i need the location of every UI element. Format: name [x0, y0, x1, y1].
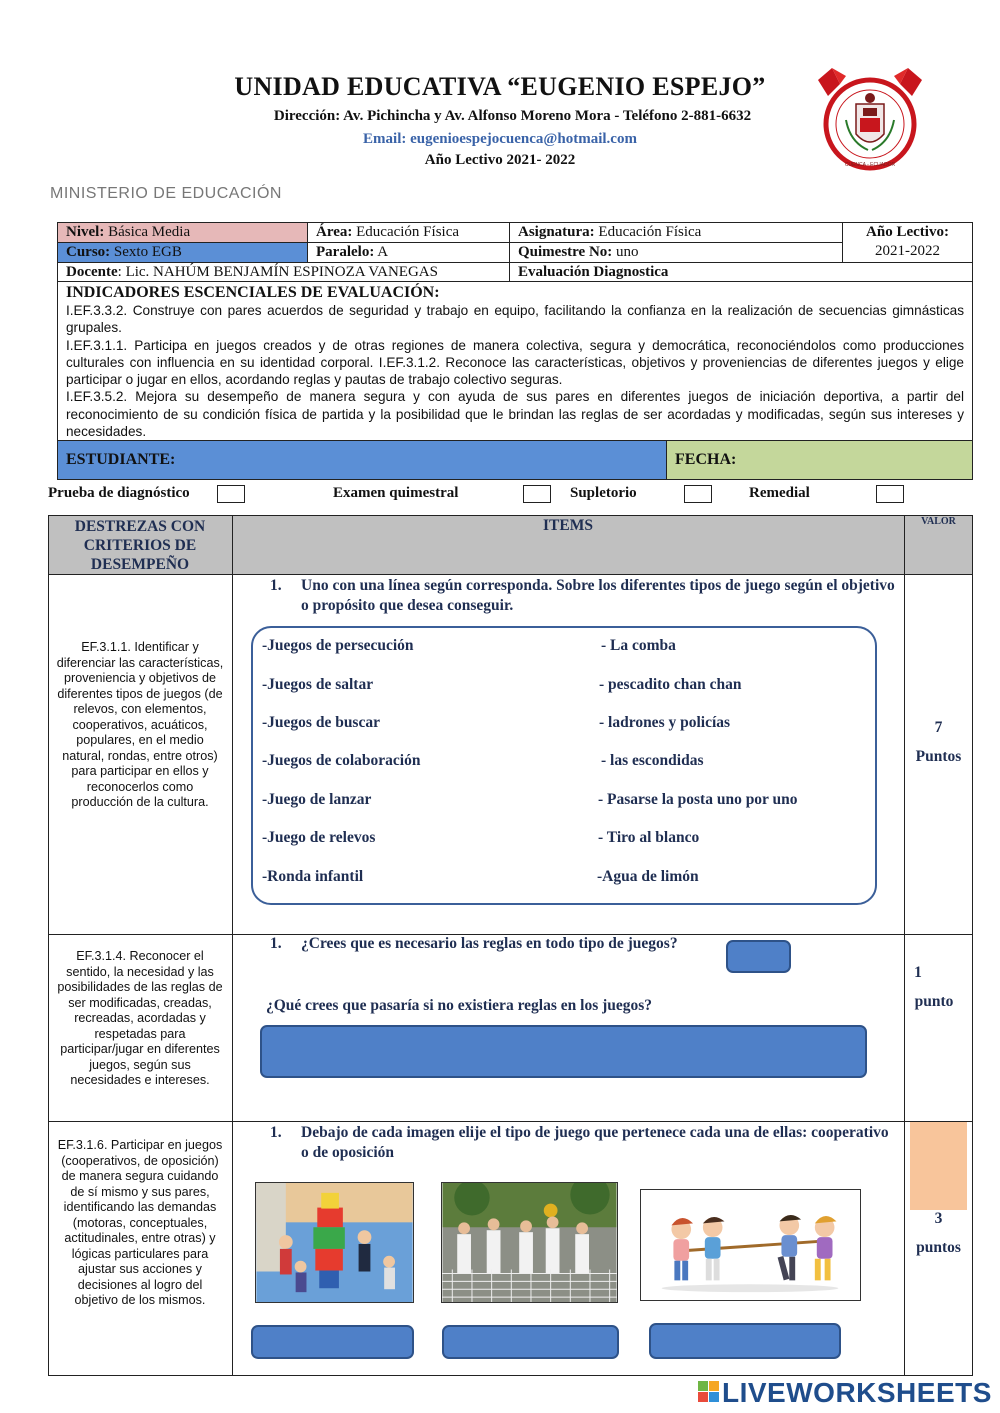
quimestre-label: Quimestre No:: [518, 244, 613, 260]
grid-line: [232, 515, 233, 1376]
indicators-box: [57, 281, 973, 441]
area-cell: [307, 222, 510, 243]
anio-label: Año Lectivo:: [866, 224, 949, 240]
logo-city-text: CUENCA - ECUADOR: [844, 162, 896, 168]
indicator-1: I.EF.3.3.2. Construye con pares acuerdos de seguridad y trabajo en equipo, facilitando la confianza en la realización de secuencias gimnásticas grupales.: [66, 303, 964, 336]
answer-box-short[interactable]: [726, 940, 791, 973]
left-item[interactable]: -Juegos de persecución: [262, 637, 414, 654]
points-label: punto: [914, 993, 954, 1010]
grid-line: [48, 1121, 973, 1122]
skill-ef-3-1-1: EF.3.1.1. Identificar y diferenciar las características, proveniencia y objetivos de diferentes tipos de juegos (de relevos, con elementos, cooperativos, acuáticos, populares, en el medio natural, rondas, entre otros) para participar en ellos y reconocerlos como producción de la cultura.: [56, 640, 224, 809]
image-tug-of-war: [640, 1189, 861, 1301]
date-field[interactable]: FECHA:: [666, 440, 973, 480]
right-item[interactable]: - Tiro al blanco: [598, 829, 700, 846]
left-item[interactable]: -Juego de lanzar: [262, 791, 372, 808]
left-item[interactable]: -Juegos de buscar: [262, 714, 380, 731]
answer-box-image-3[interactable]: [649, 1323, 841, 1359]
grid-line: [48, 515, 49, 1376]
liveworksheets-brand: LIVEWORKSHEETS: [722, 1377, 992, 1408]
school-address: Dirección: Av. Pichincha y Av. Alfonso Moreno Mora - Teléfono 2-881-6632: [273, 108, 752, 124]
asignatura-label: Asignatura:: [518, 224, 595, 240]
indicators-title: INDICADORES ESCENCIALES DE EVALUACIÓN:: [66, 284, 440, 301]
anio-cell: [842, 222, 973, 263]
quimestre-value: uno: [616, 244, 639, 260]
ministry-label: MINISTERIO DE EDUCACIÓN: [50, 185, 282, 202]
evaluacion-cell: Evaluación Diagnostica: [509, 262, 973, 282]
left-item[interactable]: -Ronda infantil: [262, 868, 364, 885]
points-highlight: [910, 1122, 967, 1210]
exam-type-remedial: Remedial: [749, 485, 810, 501]
curso-cell: [57, 242, 308, 263]
left-item[interactable]: -Juegos de colaboración: [262, 752, 421, 769]
diagnostic-checkbox[interactable]: [217, 485, 245, 503]
points-label: Puntos: [915, 748, 962, 765]
left-item[interactable]: -Juego de relevos: [262, 829, 376, 846]
right-item[interactable]: - ladrones y policías: [599, 714, 731, 731]
points-number: 1: [914, 964, 922, 981]
indicator-2: I.EF.3.1.1. Participa en juegos creados y de otras regiones de manera colectiva, segura y democrática, reconociéndolos como producciones culturales con influencia en su identidad corporal. I.EF.3.1.2. Reconoce las características, objetivos y proveniencias de diferentes juegos y elige participar o jugar en ellos, acordando reglas y pautas de trabajo colectivo seguras.: [66, 337, 964, 388]
right-item[interactable]: - La comba: [601, 637, 676, 654]
left-item[interactable]: -Juegos de saltar: [262, 676, 374, 693]
area-label: Área:: [316, 224, 353, 240]
asignatura-value: Educación Física: [598, 224, 702, 240]
col-header-items: ITEMS: [543, 517, 593, 534]
photo-cooperative-blocks: [255, 1182, 414, 1303]
skill-ef-3-1-6: EF.3.1.6. Participar en juegos (cooperativos, de oposición) de manera segura cuidando de sí mismo y sus pares, identificando las demandas (motoras, conceptuales, actitudinales, entre otras) y lógicas particulares para ajustar sus acciones y decisiones al logro del objetivo de los mismos.: [57, 1138, 223, 1307]
curso-value: Sexto EGB: [113, 244, 182, 260]
paralelo-cell: [307, 242, 510, 263]
points-number: 3: [934, 1210, 943, 1227]
supletorio-checkbox[interactable]: [684, 485, 712, 503]
exam-type-quimestral: Examen quimestral: [333, 485, 459, 501]
right-item[interactable]: - las escondidas: [601, 752, 704, 769]
docente-value: : Lic. NAHÚM BENJAMÍN ESPINOZA VANEGAS: [117, 264, 438, 280]
answer-box-long[interactable]: [260, 1025, 867, 1078]
nivel-value: Básica Media: [108, 224, 191, 240]
school-year: Año Lectivo 2021- 2022: [424, 152, 576, 168]
grid-line: [48, 574, 973, 575]
curso-label: Curso:: [66, 244, 111, 260]
question-number: 1.: [270, 935, 282, 952]
grid-line: [48, 1375, 973, 1376]
indicator-3: I.EF.3.5.2. Mejora su desempeño de manera segura y con ayuda de sus pares en diferentes juegos de iniciación deportiva, a partir del reconocimiento de su condición física de partida y la posibilidad que le brindan las reglas de ser acordadas y modificadas, según sus intereses y necesidades.: [66, 389, 964, 440]
school-logo: [810, 62, 930, 178]
exam-type-diagnostic: Prueba de diagnóstico: [48, 485, 190, 501]
answer-box-image-1[interactable]: [251, 1325, 414, 1359]
student-field[interactable]: ESTUDIANTE:: [57, 440, 667, 480]
points-label: puntos: [916, 1239, 961, 1256]
right-item[interactable]: - Pasarse la posta uno por uno: [598, 791, 798, 808]
anio-value: 2021-2022: [875, 243, 940, 259]
right-item[interactable]: -Agua de limón: [597, 868, 699, 885]
right-item[interactable]: - pescadito chan chan: [599, 676, 742, 693]
nivel-label: Nivel:: [66, 224, 105, 240]
paralelo-value: A: [377, 244, 389, 260]
liveworksheets-logo-icon: [698, 1381, 720, 1403]
points-number: 7: [934, 719, 943, 736]
paralelo-label: Paralelo:: [316, 244, 375, 260]
remedial-checkbox[interactable]: [876, 485, 904, 503]
col-header-skills: DESTREZAS CON CRITERIOS DE DESEMPEÑO: [74, 518, 206, 573]
grid-line: [48, 515, 973, 516]
area-value: Educación Física: [356, 224, 460, 240]
question-no-rules: ¿Qué crees que pasaría si no existiera reglas en los juegos?: [266, 997, 653, 1014]
question-match: Uno con una línea según corresponda. Sobre los diferentes tipos de juego según el objetivo o propósito que desea conseguir.: [301, 577, 895, 614]
question-rules: ¿Crees que es necesario las reglas en todo tipo de juegos?: [301, 935, 678, 952]
answer-box-image-2[interactable]: [442, 1325, 619, 1359]
asignatura-cell: [509, 222, 843, 243]
exam-type-supletorio: Supletorio: [570, 485, 637, 501]
quimestre-cell: [509, 242, 843, 263]
skill-ef-3-1-4: EF.3.1.4. Reconocer el sentido, la necesidad y las posibilidades de las reglas de ser modificadas, creadas, recreadas, acordadas y respetadas para participar/jugar en diferentes juegos, según sus necesidades e intereses.: [57, 949, 223, 1087]
col-header-valor: VALOR: [921, 516, 956, 527]
question-number: 1.: [270, 577, 282, 594]
nivel-cell: [57, 222, 308, 243]
docente-label: Docente: [66, 264, 118, 280]
school-title: UNIDAD EDUCATIVA “EUGENIO ESPEJO”: [234, 72, 766, 101]
school-email: Email: eugenioespejocuenca@hotmail.com: [363, 131, 637, 147]
question-game-type: Debajo de cada imagen elije el tipo de juego que pertenece cada una de ellas: cooperativo o de oposición: [301, 1124, 889, 1161]
docente-cell: [57, 262, 510, 282]
quimestral-checkbox[interactable]: [523, 485, 551, 503]
question-number: 1.: [270, 1124, 282, 1141]
photo-opposition-net: [441, 1182, 618, 1303]
